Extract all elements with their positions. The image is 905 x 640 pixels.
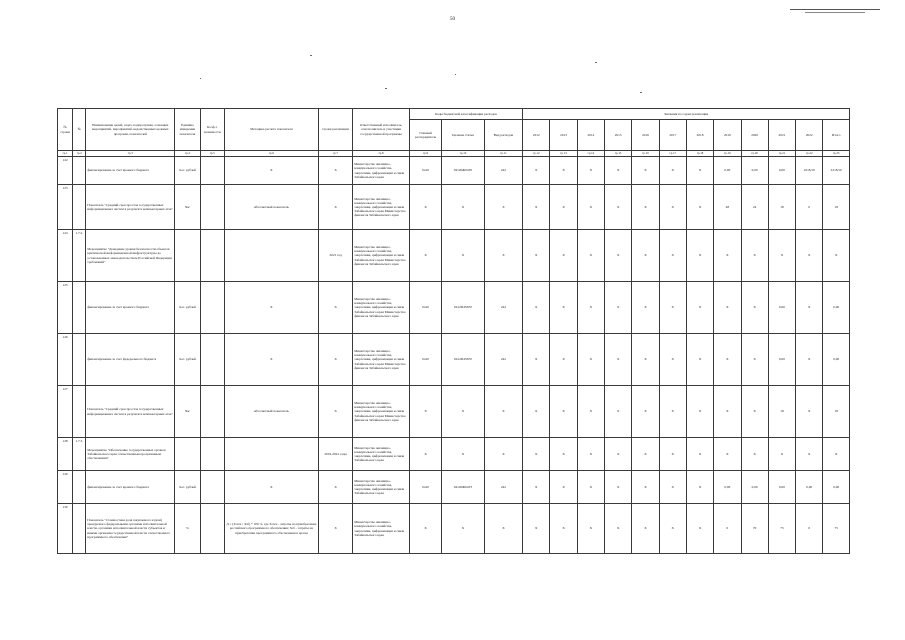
year-value-cell: X (632, 230, 659, 282)
total-value-cell: 75 (823, 504, 850, 554)
kbk-article-cell: X (442, 438, 484, 471)
term-cell: X (318, 504, 352, 554)
item-code-cell (73, 157, 86, 185)
item-name-cell: финансирование за счет краевого бюджета (86, 157, 175, 185)
unit-cell: тыс. рублей (175, 471, 200, 504)
year-value-cell: X (577, 185, 604, 230)
kbk-admin-cell: X (409, 438, 441, 471)
total-value-cell: 18 (823, 386, 850, 438)
column-number: гр.9 (409, 151, 441, 157)
table-row (58, 230, 850, 282)
column-number: гр.6 (224, 151, 318, 157)
year-value-cell: X (686, 185, 713, 230)
column-number: гр.22 (796, 151, 823, 157)
column-number: гр.16 (632, 151, 659, 157)
item-code-cell (73, 471, 86, 504)
year-value-cell: X (523, 230, 550, 282)
year-value-cell: X (659, 438, 686, 471)
scan-edge-line-2 (805, 12, 865, 13)
coef-cell (200, 157, 224, 185)
year-value-cell: 0,00 (768, 282, 795, 334)
year-value-cell: X (659, 504, 686, 554)
year-value-cell: X (714, 438, 741, 471)
year-value-cell: X (796, 230, 823, 282)
year-value-cell: 0,00 (768, 334, 795, 386)
col-term: Сроки реализации (318, 109, 352, 151)
coef-cell (200, 471, 224, 504)
method-cell: Абсолютный показатель (224, 386, 318, 438)
year-value-cell: 0,00 (714, 471, 741, 504)
year-value-cell: X (659, 230, 686, 282)
year-value-cell: 0,00 (796, 471, 823, 504)
year-value-cell: X (605, 185, 632, 230)
table-body (58, 157, 850, 554)
year-value-cell: 2218,50 (796, 157, 823, 185)
column-number: гр.21 (768, 151, 795, 157)
kbk-article-cell: X (442, 504, 484, 554)
total-value-cell: 2218,50 (823, 157, 850, 185)
year-value-cell: X (523, 157, 550, 185)
year-value-cell: X (632, 334, 659, 386)
year-value-cell: X (741, 230, 768, 282)
column-number: гр.5 (200, 151, 224, 157)
year-value-cell: X (686, 504, 713, 554)
term-cell: X (318, 386, 352, 438)
table-row (58, 471, 850, 504)
year-value-cell: X (605, 438, 632, 471)
year-value-cell: X (632, 504, 659, 554)
term-cell: 2019-2022 годы (318, 438, 352, 471)
col-year: 2021 (768, 120, 795, 151)
year-value-cell: X (659, 471, 686, 504)
scan-speck (455, 74, 456, 75)
column-number: гр.1 (58, 151, 73, 157)
year-value-cell: X (632, 185, 659, 230)
year-value-cell: 75 (768, 504, 795, 554)
column-number: гр.18 (686, 151, 713, 157)
year-value-cell: 24 (741, 185, 768, 230)
item-code-cell (73, 334, 86, 386)
header-row-1 (58, 109, 850, 120)
term-cell: X (318, 471, 352, 504)
kbk-type-cell: X (484, 386, 522, 438)
responsible-cell: Министерство жилищно-коммунального хозяйства, энергетики, цифровизации и связи Забайкальского края Министерство финансов Забайкальского края (353, 282, 410, 334)
year-value-cell: X (714, 230, 741, 282)
year-value-cell: X (577, 282, 604, 334)
year-value-cell: 0,00 (741, 157, 768, 185)
row-number-cell: 127 (58, 386, 73, 438)
kbk-admin-cell: X (409, 504, 441, 554)
column-number: гр.15 (605, 151, 632, 157)
year-value-cell: 70 (741, 504, 768, 554)
col-kbk-3: Вид расходов (484, 120, 522, 151)
year-value-cell: X (550, 334, 577, 386)
row-number-cell: 126 (58, 334, 73, 386)
year-value-cell: X (523, 185, 550, 230)
column-number: гр.13 (550, 151, 577, 157)
kbk-type-cell: 242 (484, 334, 522, 386)
year-value-cell: X (741, 282, 768, 334)
responsible-cell: Министерство жилищно-коммунального хозяйства, энергетики, цифровизации и связи Забайкальского края (353, 438, 410, 471)
year-value-cell: X (714, 386, 741, 438)
unit-cell: тыс. рублей (175, 157, 200, 185)
year-value-cell: X (550, 504, 577, 554)
item-name-cell: финансирование за счет федерального бюджета (86, 334, 175, 386)
year-value-cell: X (659, 282, 686, 334)
coef-cell (200, 504, 224, 554)
row-number-cell: 123 (58, 185, 73, 230)
method-cell: Д = (Зотеч / Зоб) * 100 %, где Зотеч - затраты на приобретение российского программного обеспечения; Зоб - затраты на приобретение программного обеспечения в целом (224, 504, 318, 554)
scan-speck (200, 78, 201, 79)
coef-cell (200, 185, 224, 230)
unit-cell (175, 230, 200, 282)
year-value-cell: X (659, 157, 686, 185)
year-value-cell: X (550, 471, 577, 504)
year-value-cell: X (714, 282, 741, 334)
scan-speck (310, 55, 312, 56)
kbk-type-cell: X (484, 438, 522, 471)
item-name-cell: Показатель "Средний срок простоя государственных информационных систем в результате компьютерных атак" (86, 386, 175, 438)
year-value-cell: 0 (714, 504, 741, 554)
year-value-cell: 18 (768, 185, 795, 230)
kbk-type-cell: 242 (484, 471, 522, 504)
year-value-cell: X (741, 438, 768, 471)
term-cell: 2021 год (318, 230, 352, 282)
col-year: 2019 (714, 120, 741, 151)
method-cell: X (224, 334, 318, 386)
total-value-cell: 18 (823, 185, 850, 230)
item-code-cell (73, 282, 86, 334)
item-code-cell: 1.7.2. (73, 230, 86, 282)
year-value-cell: X (550, 386, 577, 438)
kbk-type-cell: 242 (484, 157, 522, 185)
unit-cell: тыс. рублей (175, 334, 200, 386)
coef-cell (200, 386, 224, 438)
year-value-cell: 0 (796, 185, 823, 230)
total-value-cell: X (823, 438, 850, 471)
year-value-cell: X (523, 386, 550, 438)
year-value-cell: 0 (796, 504, 823, 554)
item-name-cell: Мероприятие "Обеспечение государственных органов Забайкальского края отечественным программным обеспечением" (86, 438, 175, 471)
unit-cell: тыс. рублей (175, 282, 200, 334)
col-responsible: Ответственный исполнитель, соисполнитель и участники государственной программы (353, 109, 410, 151)
column-number: гр.14 (577, 151, 604, 157)
col-year: 2015 (605, 120, 632, 151)
year-value-cell: 0,00 (714, 157, 741, 185)
total-value-cell: X (823, 230, 850, 282)
year-value-cell: X (796, 334, 823, 386)
year-value-cell: X (632, 471, 659, 504)
column-number: гр.23 (823, 151, 850, 157)
kbk-type-cell: X (484, 504, 522, 554)
coef-cell (200, 438, 224, 471)
col-year: 2022 (796, 120, 823, 151)
responsible-cell: Министерство жилищно-коммунального хозяйства, энергетики, цифровизации и связи Забайкальского края (353, 471, 410, 504)
kbk-article-cell: X (442, 230, 484, 282)
col-kbk-1: Главный распорядитель (409, 120, 441, 151)
term-cell: X (318, 185, 352, 230)
year-value-cell: X (741, 334, 768, 386)
row-number-cell: 125 (58, 282, 73, 334)
column-number: гр.20 (741, 151, 768, 157)
method-cell: X (224, 471, 318, 504)
kbk-article-cell: 04120Ж04Г0 (442, 157, 484, 185)
year-value-cell: X (550, 185, 577, 230)
method-cell: X (224, 282, 318, 334)
year-value-cell: X (686, 157, 713, 185)
method-cell: Абсолютный показатель (224, 185, 318, 230)
year-value-cell: X (605, 157, 632, 185)
table-row (58, 438, 850, 471)
year-value-cell: X (523, 282, 550, 334)
coef-cell (200, 282, 224, 334)
year-value-cell: X (577, 157, 604, 185)
year-value-cell: X (714, 334, 741, 386)
col-year: 2020 (741, 120, 768, 151)
year-value-cell: X (741, 386, 768, 438)
year-value-cell: 0,00 (768, 157, 795, 185)
kbk-article-cell: X (442, 386, 484, 438)
unit-cell (175, 438, 200, 471)
unit-cell: Час (175, 386, 200, 438)
column-number: гр.8 (353, 151, 410, 157)
year-value-cell: X (659, 334, 686, 386)
item-name-cell: Показатель "Средний срок простоя государственных информационных систем в результате компьютерных атак" (86, 185, 175, 230)
total-value-cell: 0,00 (823, 282, 850, 334)
year-value-cell: X (659, 386, 686, 438)
year-value-cell: 0,00 (741, 471, 768, 504)
table-row (58, 334, 850, 386)
responsible-cell: Министерство жилищно-коммунального хозяйства, энергетики, цифровизации и связи Забайкальского края (353, 504, 410, 554)
kbk-admin-cell: 0410 (409, 471, 441, 504)
year-value-cell: X (659, 185, 686, 230)
table-row (58, 157, 850, 185)
item-code-cell (73, 504, 86, 554)
total-value-cell: 0,00 (823, 334, 850, 386)
col-kbk-2: Целевая статья (442, 120, 484, 151)
year-value-cell: X (686, 282, 713, 334)
col-number: № (73, 109, 86, 151)
col-method: Методика расчета показателя (224, 109, 318, 151)
col-row-number: № строки (58, 109, 73, 151)
col-year: 2018 (686, 120, 713, 151)
kbk-admin-cell: X (409, 230, 441, 282)
year-value-cell: X (550, 282, 577, 334)
item-name-cell: финансирование за счет краевого бюджета (86, 282, 175, 334)
year-value-cell: X (686, 334, 713, 386)
coef-cell (200, 230, 224, 282)
year-value-cell: X (686, 386, 713, 438)
year-value-cell: X (686, 230, 713, 282)
item-code-cell: 1.7.3. (73, 438, 86, 471)
year-value-cell: X (632, 282, 659, 334)
year-value-cell: 48 (714, 185, 741, 230)
responsible-cell: Министерство жилищно-коммунального хозяйства, энергетики, цифровизации и связи Забайкальского края Министерство финансов Забайкальского края (353, 386, 410, 438)
column-number: гр.2 (73, 151, 86, 157)
row-number-cell: 128 (58, 438, 73, 471)
total-value-cell: 0,00 (823, 471, 850, 504)
item-name-cell: финансирование за счет краевого бюджета (86, 471, 175, 504)
item-code-cell (73, 185, 86, 230)
kbk-admin-cell: 0410 (409, 334, 441, 386)
col-year: 2014 (577, 120, 604, 151)
year-value-cell: X (523, 334, 550, 386)
year-value-cell: X (686, 438, 713, 471)
column-number: гр.12 (523, 151, 550, 157)
year-value-cell: X (523, 438, 550, 471)
col-year: 2013 (550, 120, 577, 151)
responsible-cell: Министерство жилищно-коммунального хозяйства, энергетики, цифровизации и связи Забайкальского края Министерство финансов Забайкальского края (353, 334, 410, 386)
method-cell (224, 230, 318, 282)
kbk-article-cell: X (442, 185, 484, 230)
column-number: гр.10 (442, 151, 484, 157)
kbk-type-cell: X (484, 230, 522, 282)
term-cell: X (318, 157, 352, 185)
col-year: 2017 (659, 120, 686, 151)
col-coef: Коэф-т значимости (200, 109, 224, 151)
year-value-cell: X (796, 386, 823, 438)
unit-cell: % (175, 504, 200, 554)
item-name-cell: Мероприятие "Доведение уровня безопасности объектов критической информационной инфраструктуры до установленных законодательством Российской Федерации требований" (86, 230, 175, 282)
column-number: гр.11 (484, 151, 522, 157)
term-cell: X (318, 334, 352, 386)
column-number: гр.17 (659, 151, 686, 157)
kbk-article-cell: 0412D4S670 (442, 282, 484, 334)
year-value-cell: X (577, 334, 604, 386)
program-table (57, 108, 850, 554)
kbk-type-cell: X (484, 185, 522, 230)
row-number-cell: 122 (58, 157, 73, 185)
scan-edge-line (790, 9, 880, 10)
year-value-cell: X (605, 471, 632, 504)
kbk-admin-cell: X (409, 386, 441, 438)
row-number-cell: 130 (58, 504, 73, 554)
column-number: гр.19 (714, 151, 741, 157)
year-value-cell: X (605, 334, 632, 386)
table-row (58, 504, 850, 554)
responsible-cell: Министерство жилищно-коммунального хозяйства, энергетики, цифровизации и связи Забайкальского края Министерство финансов Забайкальского края (353, 230, 410, 282)
year-value-cell: X (632, 386, 659, 438)
column-number: гр.7 (318, 151, 352, 157)
year-value-cell: X (632, 157, 659, 185)
col-unit: Единица измерения показателя (175, 109, 200, 151)
year-value-cell: X (577, 504, 604, 554)
col-kbk-group: Коды бюджетной классификации расходов (409, 109, 522, 120)
row-number-cell: 124 (58, 230, 73, 282)
table-row (58, 185, 850, 230)
year-value-cell: X (550, 230, 577, 282)
scan-speck (640, 92, 642, 93)
row-number-cell: 129 (58, 471, 73, 504)
year-value-cell: X (523, 504, 550, 554)
year-value-cell: X (605, 386, 632, 438)
kbk-article-cell: 0412D4S670 (442, 334, 484, 386)
coef-cell (200, 334, 224, 386)
year-value-cell: 0,00 (768, 471, 795, 504)
year-value-cell: X (577, 471, 604, 504)
scan-speck (595, 62, 597, 63)
year-value-cell: X (768, 230, 795, 282)
responsible-cell: Министерство жилищно-коммунального хозяйства, энергетики, цифровизации и связи Забайкальского края (353, 157, 410, 185)
scan-speck (385, 88, 387, 89)
kbk-article-cell: 04120Ж04Г3 (442, 471, 484, 504)
year-value-cell: X (605, 504, 632, 554)
table-row (58, 386, 850, 438)
year-value-cell: X (605, 230, 632, 282)
item-name-cell: Показатель "Стоимостная доля закупаемого и (или) арендуемого федеральными органами исполнительной власти, органами исполнительной власти субъектов и иными органами государственной власти отечественного программного обеспечения" (86, 504, 175, 554)
year-value-cell: X (605, 282, 632, 334)
kbk-admin-cell: 0410 (409, 157, 441, 185)
column-number: гр.4 (175, 151, 200, 157)
year-value-cell: X (577, 230, 604, 282)
col-values-group: Значения по годам реализации (523, 109, 850, 120)
method-cell: X (224, 157, 318, 185)
year-value-cell: X (577, 386, 604, 438)
year-value-cell: X (686, 471, 713, 504)
kbk-type-cell: 242 (484, 282, 522, 334)
term-cell: X (318, 282, 352, 334)
item-code-cell (73, 386, 86, 438)
table-row (58, 282, 850, 334)
col-year: 2012 (523, 120, 550, 151)
col-total: Итого (823, 120, 850, 151)
year-value-cell: X (550, 157, 577, 185)
year-value-cell: X (768, 438, 795, 471)
year-value-cell: X (577, 438, 604, 471)
column-number: гр.3 (86, 151, 175, 157)
year-value-cell: 18 (768, 386, 795, 438)
kbk-admin-cell: X (409, 185, 441, 230)
kbk-admin-cell: 0410 (409, 282, 441, 334)
year-value-cell: X (796, 438, 823, 471)
year-value-cell: X (632, 438, 659, 471)
col-year: 2016 (632, 120, 659, 151)
col-name: Наименование целей, задач, подпрограмм, основных мероприятий, мероприятий, ведомственных целевых программ, показателей (86, 109, 175, 151)
unit-cell: Час (175, 185, 200, 230)
year-value-cell: X (550, 438, 577, 471)
method-cell (224, 438, 318, 471)
page-number: 50 (450, 17, 455, 22)
year-value-cell: X (523, 471, 550, 504)
responsible-cell: Министерство жилищно-коммунального хозяйства, энергетики, цифровизации и связи Забайкальского края Министерство финансов Забайкальского края (353, 185, 410, 230)
year-value-cell: X (796, 282, 823, 334)
